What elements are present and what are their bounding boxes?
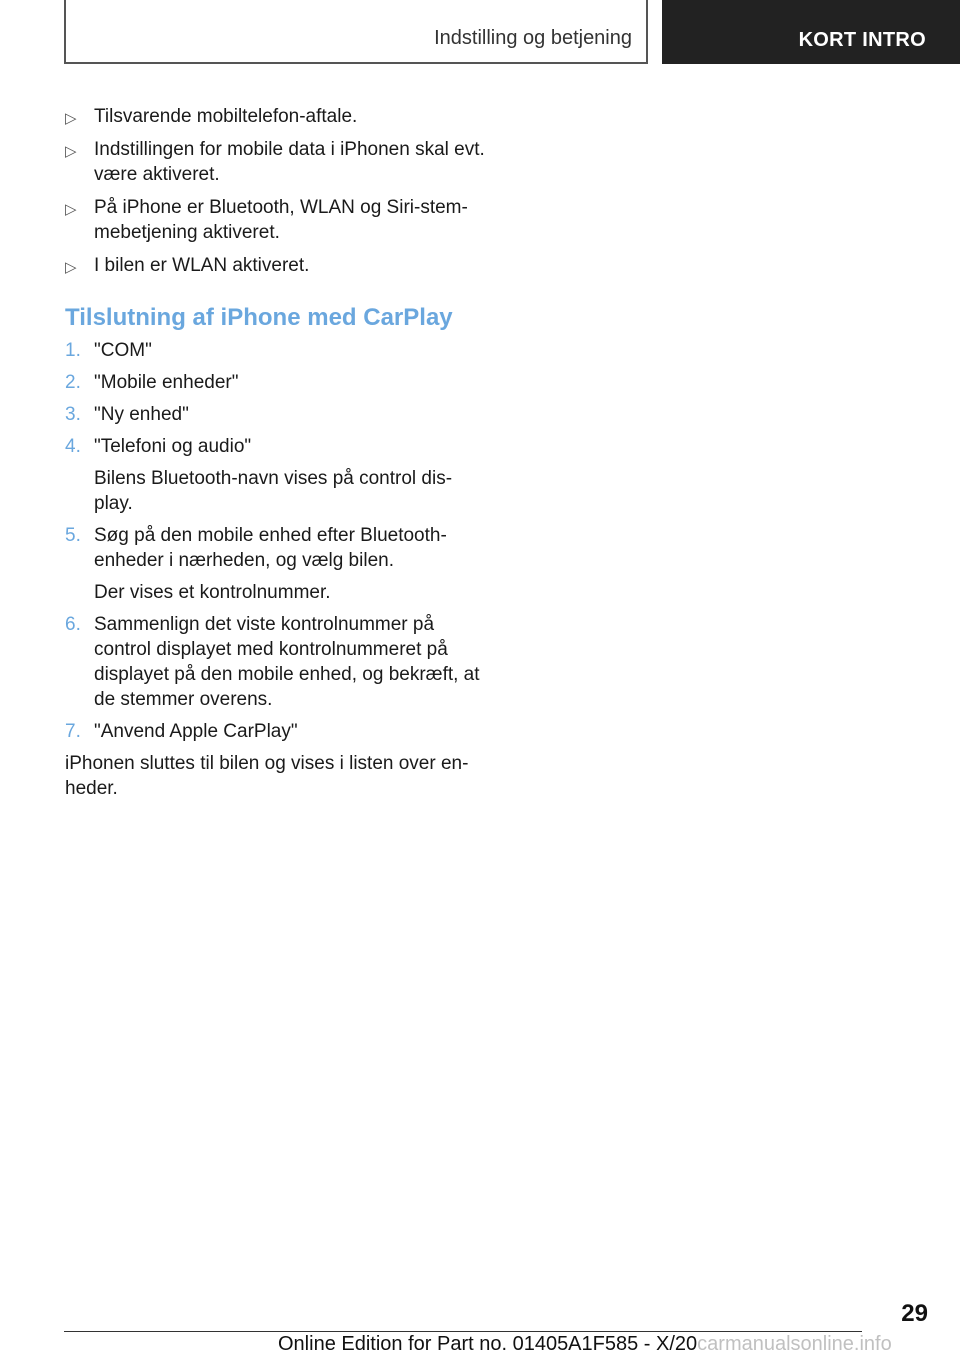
step-number: 3. xyxy=(65,404,81,425)
step-text: Sammenlign det viste kontrolnummer på control displayet med kontrolnummeret på displayet på den mobile enhed, og bekræft, at de stemmer overens. xyxy=(94,614,480,710)
section-heading: Tilslutning af iPhone med CarPlay xyxy=(65,304,453,331)
step-item xyxy=(65,523,485,605)
footer-divider xyxy=(64,1331,862,1332)
step-text: "Telefoni og audio" xyxy=(94,436,252,457)
result-text: iPhonen sluttes til bilen og vises i listen over en-heder. xyxy=(65,753,469,799)
page-number: 29 xyxy=(901,1300,928,1327)
list-item xyxy=(65,253,485,278)
watermark-text: carmanualsonline.info xyxy=(697,1333,892,1355)
list-item xyxy=(65,137,485,187)
requirement-text: På iPhone er Bluetooth, WLAN og Siri-stem-mebetjening aktiveret. xyxy=(94,197,468,243)
step-text: "Ny enhed" xyxy=(94,404,189,425)
step-text: "Mobile enheder" xyxy=(94,372,239,393)
step-note: Der vises et kontrolnummer. xyxy=(94,582,331,603)
step-item xyxy=(65,434,485,516)
step-number: 4. xyxy=(65,436,81,457)
triangle-bullet-icon: ▷ xyxy=(65,259,77,276)
triangle-bullet-icon: ▷ xyxy=(65,201,77,218)
step-text: "COM" xyxy=(94,340,152,361)
requirements-list xyxy=(65,104,485,278)
step-number: 2. xyxy=(65,372,81,393)
triangle-bullet-icon: ▷ xyxy=(65,110,77,127)
triangle-bullet-icon: ▷ xyxy=(65,143,77,160)
steps-list xyxy=(65,338,485,744)
list-item xyxy=(65,195,485,245)
step-text: "Anvend Apple CarPlay" xyxy=(94,721,298,742)
footer xyxy=(278,1333,892,1356)
step-item xyxy=(65,402,485,427)
list-item xyxy=(65,104,485,129)
step-item xyxy=(65,612,485,712)
step-note: Bilens Bluetooth-navn vises på control dis-play. xyxy=(94,468,453,514)
page-content xyxy=(65,104,485,801)
step-number: 1. xyxy=(65,340,81,361)
chapter-title: KORT INTRO xyxy=(798,29,926,51)
header-section-box xyxy=(64,0,648,64)
header-chapter-box xyxy=(662,0,960,64)
step-number: 5. xyxy=(65,525,81,546)
edition-text: Online Edition for Part no. 01405A1F585 - X/20 xyxy=(278,1333,698,1355)
step-number: 7. xyxy=(65,721,81,742)
requirement-text: I bilen er WLAN aktiveret. xyxy=(94,255,310,276)
requirement-text: Tilsvarende mobiltelefon-aftale. xyxy=(94,106,358,127)
step-item xyxy=(65,719,485,744)
step-item xyxy=(65,370,485,395)
step-text: Søg på den mobile enhed efter Bluetooth-enheder i nærheden, og vælg bilen. xyxy=(94,525,447,571)
step-number: 6. xyxy=(65,614,81,635)
step-item xyxy=(65,338,485,363)
requirement-text: Indstillingen for mobile data i iPhonen skal evt. være aktiveret. xyxy=(94,139,485,185)
section-title: Indstilling og betjening xyxy=(434,27,632,49)
